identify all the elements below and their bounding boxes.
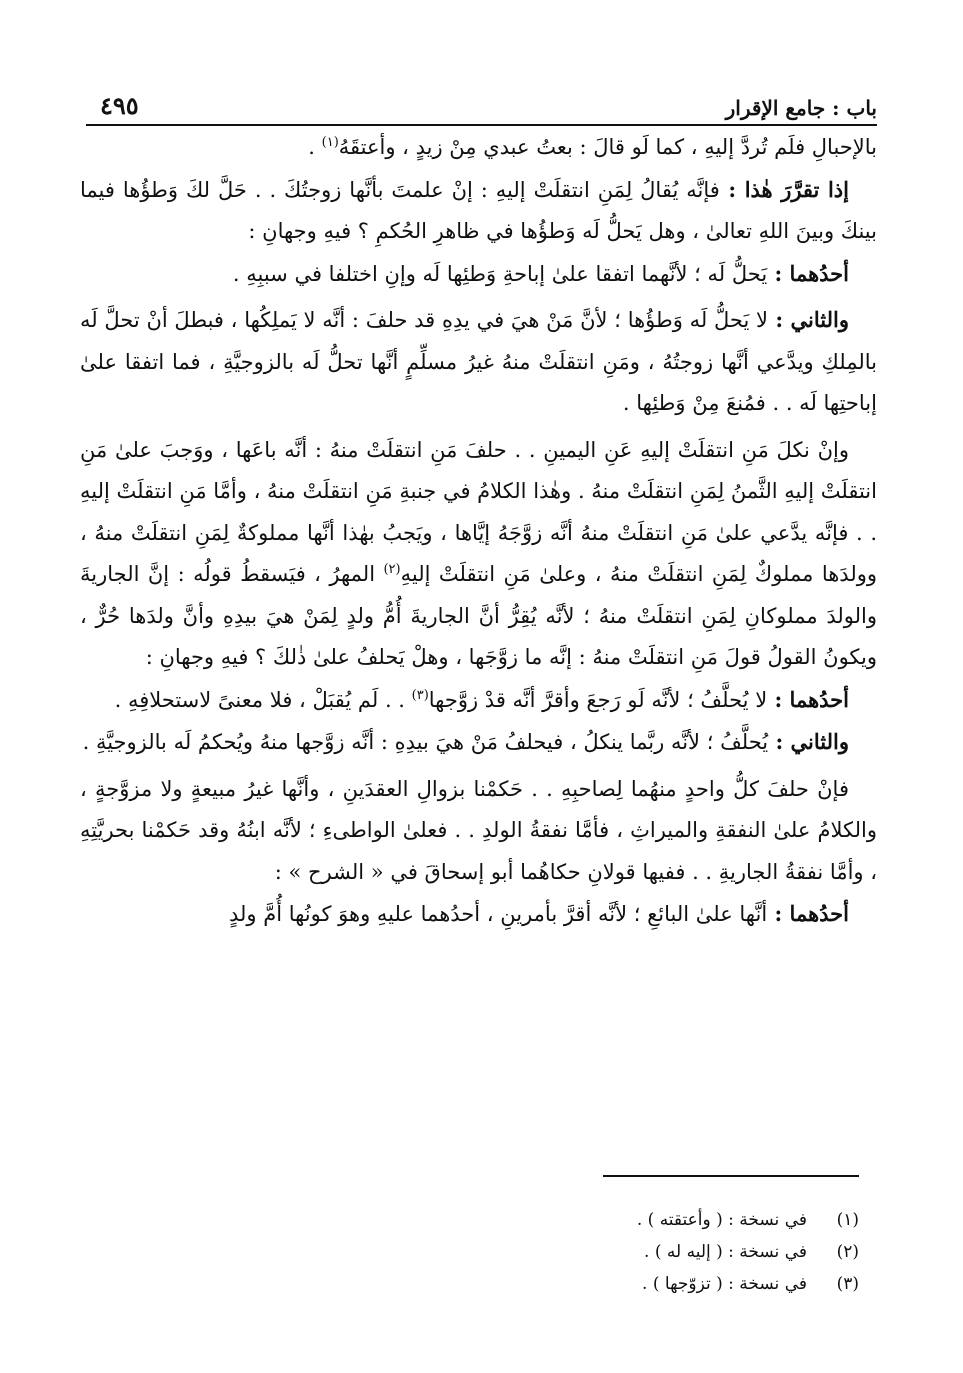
- running-header: [86, 84, 877, 126]
- footnote-ref[interactable]: (٣): [411, 687, 429, 703]
- footnote-text: في نسخة : ( إليه له ) .: [644, 1242, 807, 1262]
- page-number: ٤٩٥: [100, 91, 139, 120]
- paragraph-lead: أحدُهما :: [767, 260, 849, 286]
- paragraph-tail: .: [308, 135, 322, 159]
- footnote-ref[interactable]: (٢): [383, 562, 401, 577]
- paragraph-lead: أحدُهما :: [767, 686, 849, 712]
- paragraph-text: يُحلَّفُ ؛ لأنَّه ربَّما ينكلُ ، فيحلفُ مَنْ هيَ بيدِهِ : أنَّه زوَّجها منهُ ويُحكمُ لَه بالزوجيَّةِ .: [82, 730, 769, 754]
- paragraph: [80, 429, 877, 679]
- footnote: [120, 1236, 859, 1268]
- main-text: [80, 126, 877, 936]
- paragraph: [80, 893, 877, 936]
- paragraph-text: فإنَّه يُقالُ لِمَنِ انتقلَتْ إليهِ : إنْ علمتَ بأنَّها زوجتُكَ . . حَلَّ لكَ وَطؤُها فيما بينكَ وبينَ اللهِ تعالىٰ ، وهل يَحلُّ لَه وَطؤُها في ظاهرِ الحُكمِ ؟ فيهِ وجهانِ :: [80, 177, 877, 243]
- paragraph-lead: والثاني :: [768, 307, 849, 332]
- chapter-title: باب : جامع الإقرار: [725, 96, 877, 120]
- paragraph: [80, 768, 877, 894]
- paragraph: [80, 253, 877, 296]
- paragraph-lead: إذا تقرَّرَ هٰذا :: [719, 176, 849, 202]
- paragraph-tail: . . لَم يُقبَلْ ، فلا معنىً لاستحلافِهِ .: [114, 687, 412, 712]
- paragraph-text: لا يُحلَّفُ ؛ لأنَّه لَو رَجعَ وأقرَّ أنَّه قدْ زوَّجها: [428, 687, 768, 712]
- footnote-number: (١): [836, 1210, 859, 1230]
- footnote: [120, 1268, 859, 1300]
- paragraph-text: وإنْ نكلَ مَنِ انتقلَتْ إليهِ عَنِ اليمينِ . . حلفَ مَنِ انتقلَتْ منهُ : أنَّه باعَها ، ووَجبَ علىٰ مَنِ انتقلَتْ إليهِ الثَّمنُ لِمَنِ انتقلَتْ منهُ . وهٰذا الكلامُ في جنبةِ مَنِ انتقلَتْ منهُ ، وأمَّا مَنِ انتقلَتْ إليهِ . . فإنَّه يدَّعي علىٰ مَنِ انتقلَتْ منهُ أنَّه زوَّجَهُ إيَّاها ، ويَجبُ بهٰذا أنَّها مملوكةٌ لِمَنِ انتقلَتْ منهُ ، وولدَها مملوكٌ لِمَنِ انتقلَتْ منهُ ، وعلىٰ مَنِ انتقلَتْ إليهِ: [79, 437, 877, 586]
- paragraph-text: فإنْ حلفَ كلُّ واحدٍ منهُما لِصاحبِهِ . . حَكمْنا بزوالِ العقدَينِ ، وأنَّها غيرُ مبيعةٍ ولا مزوَّجةٍ ، والكلامُ علىٰ النفقةِ والميراثِ ، فأمَّا نفقةُ الولدِ . . فعلىٰ الواطىءِ ؛ لأنَّه ابنُهُ وقد حَكمْنا بحريَّتِهِ ، وأمَّا نفقةُ الجاريةِ . . ففيها قولانِ حكاهُما أبو إسحاقَ في « الشرح » :: [80, 776, 877, 884]
- paragraph-text: يَحلُّ لَه ؛ لأنَّهما اتفقا علىٰ إباحةِ وَطئِها لَه وإنِ اختلفا في سببِهِ .: [232, 261, 768, 286]
- paragraph-lead: أحدُهما :: [767, 901, 849, 926]
- paragraph-text: بالإحبالِ فلَم تُردَّ إليهِ ، كما لَو قالَ : بعتُ عبدي مِنْ زيدٍ ، وأعتقَهُ: [338, 135, 877, 159]
- footnote-number: (٣): [836, 1274, 859, 1294]
- footnote-ref[interactable]: (١): [321, 135, 339, 150]
- footnote: [120, 1204, 859, 1236]
- paragraph-lead: والثاني :: [768, 729, 849, 754]
- footnote-divider: [603, 1175, 859, 1177]
- paragraph-text: لا يَحلُّ لَه وَطؤُها ؛ لأنَّ مَنْ هيَ في يدِهِ قد حلفَ : أنَّه لا يَملِكُها ، فبطلَ أنْ تحلَّ لَه بالمِلكِ ويدَّعي أنَّها زوجتُهُ ، ومَنِ انتقلَتْ منهُ غيرُ مسلِّمٍ أنَّها تحلُّ لَه بالزوجيَّةِ ، فما اتفقا علىٰ إباحتِها لَه . . فمُنعَ مِنْ وَطئِها .: [80, 308, 877, 415]
- paragraph-tail: المهرُ ، فيَسقطُ قولُه : إنَّ الجاريةَ والولدَ مملوكانِ لِمَنِ انتقلَتْ منهُ ؛ لأنَّه يُقِرُّ أنَّ الجاريةَ أُمُّ ولدٍ لِمَنْ هيَ بيدِهِ وأنَّ ولدَها حُرٌّ ، ويكونُ القولُ قولَ مَنِ انتقلَتْ منهُ : إنَّه ما زوَّجَها ، وهلْ يَحلفُ علىٰ ذٰلكَ ؟ فيهِ وجهانِ :: [80, 562, 877, 669]
- paragraph: [80, 299, 877, 425]
- paragraph: [80, 126, 877, 169]
- paragraph: [80, 721, 877, 764]
- footnote-number: (٢): [836, 1242, 859, 1262]
- paragraph: [80, 679, 877, 722]
- footnote-text: في نسخة : ( وأعتقته ) .: [636, 1210, 807, 1230]
- paragraph-text: أنَّها علىٰ البائعِ ؛ لأنَّه أقرَّ بأمرينِ ، أحدُهما عليهِ وهوَ كونُها أُمَّ ولدٍ: [228, 902, 768, 926]
- footnote-text: في نسخة : ( تزوّجها ) .: [642, 1274, 807, 1294]
- paragraph: [80, 169, 877, 253]
- footnotes: [120, 1204, 859, 1300]
